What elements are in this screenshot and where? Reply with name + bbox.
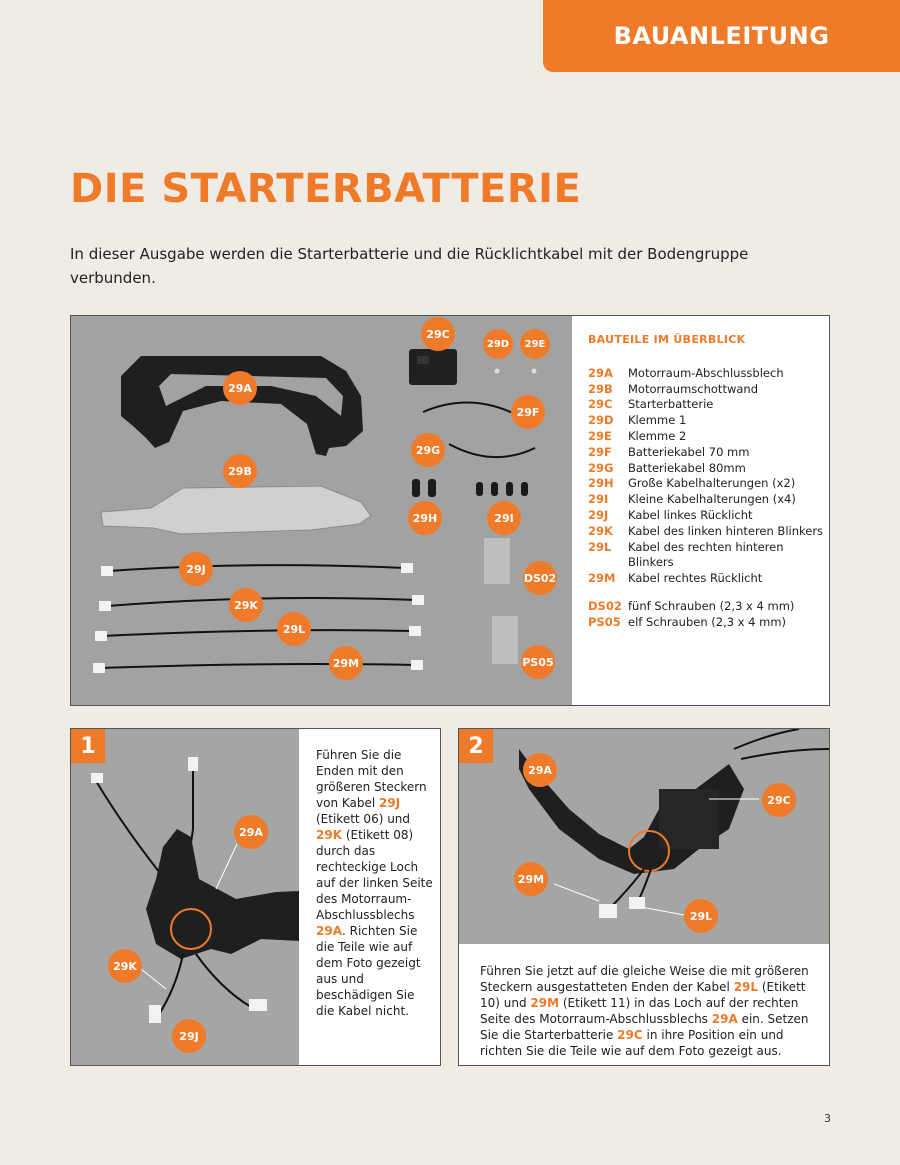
part-description: Kabel linkes Rücklicht — [628, 507, 753, 522]
section-tab: BAUANLEITUNG — [543, 0, 900, 72]
part-description: Kabel des rechten hinteren Blinkers — [628, 539, 784, 570]
badge-29h: 29H — [408, 501, 442, 535]
part-29b-bracket — [101, 486, 371, 534]
badge-29e: 29E — [520, 329, 550, 359]
step-2-photo — [459, 729, 829, 944]
intro-text: In dieser Ausgabe werden die Starterbatterie und die Rücklichtkabel mit der Bodengruppe verbunden. — [70, 245, 749, 287]
part-description: Große Kabelhalterungen (x2) — [628, 476, 796, 491]
part-description: Batteriekabel 70 mm — [628, 444, 750, 459]
parts-row — [588, 508, 824, 524]
step-1-text — [316, 747, 436, 1019]
part-code: 29M — [588, 571, 616, 586]
part-code: 29I — [588, 492, 609, 507]
part-29g-cable — [449, 444, 535, 457]
part-29f-cable — [423, 402, 515, 414]
badge-ds02: DS02 — [523, 561, 557, 595]
step-1-badge-29a: 29A — [234, 815, 268, 849]
part-description: fünf Schrauben (2,3 x 4 mm) — [628, 598, 795, 613]
badge-29m: 29M — [329, 646, 363, 680]
parts-row — [588, 571, 824, 587]
parts-row — [588, 540, 824, 572]
part-code: 29G — [588, 460, 614, 475]
part-code: DS02 — [588, 598, 622, 613]
parts-items — [588, 366, 824, 587]
part-code: 29D — [588, 413, 614, 428]
part-code: 29A — [588, 365, 613, 380]
instruction-text: . Richten Sie die Teile wie auf dem Foto gezeigt aus und beschädigen Sie die Kabel nicht. — [316, 924, 421, 1018]
badge-29f: 29F — [511, 395, 545, 429]
step-1-photo — [71, 729, 299, 1065]
part-code: 29E — [588, 428, 612, 443]
part-code: 29C — [588, 397, 613, 412]
screw-items — [588, 599, 824, 631]
parts-row — [588, 461, 824, 477]
parts-row — [588, 397, 824, 413]
instruction-text: in ihre Position ein und richten Sie die Teile wie auf dem Foto gezeigt aus. — [480, 1028, 784, 1058]
parts-photo — [71, 316, 572, 705]
badge-29i: 29I — [487, 501, 521, 535]
part-reference: 29A — [316, 924, 342, 938]
part-description: Starterbatterie — [628, 397, 714, 412]
step-1-badge-29j: 29J — [172, 1019, 206, 1053]
parts-row — [588, 366, 824, 382]
step-2-text — [480, 963, 820, 1059]
parts-row — [588, 413, 824, 429]
parts-heading: BAUTEILE IM ÜBERBLICK — [588, 333, 746, 346]
step-1-frame — [146, 829, 299, 959]
parts-row — [588, 382, 824, 398]
parts-row — [588, 599, 824, 615]
part-reference: 29A — [711, 1012, 738, 1026]
badge-29d: 29D — [483, 329, 513, 359]
part-code: PS05 — [588, 614, 621, 629]
instruction-text: Führen Sie die Enden mit den größeren Steckern von Kabel — [316, 748, 427, 810]
step-1-badge-29k: 29K — [108, 949, 142, 983]
part-description: Motorraum-Abschlussblech — [628, 365, 784, 380]
parts-row — [588, 615, 824, 631]
part-description: Klemme 2 — [628, 428, 687, 443]
part-code: 29B — [588, 381, 613, 396]
instruction-text: (Etikett 10) und — [480, 980, 806, 1010]
step-2-badge-29m: 29M — [514, 862, 548, 896]
part-description: Motorraumschottwand — [628, 381, 758, 396]
step-1-number: 1 — [71, 729, 105, 763]
parts-row — [588, 476, 824, 492]
parts-row — [588, 429, 824, 445]
part-29c-battery — [409, 349, 457, 385]
badge-29c: 29C — [421, 317, 455, 351]
step-2-badge-29l: 29L — [684, 899, 718, 933]
step-2-number: 2 — [459, 729, 493, 763]
parts-list — [588, 332, 824, 631]
part-description: elf Schrauben (2,3 x 4 mm) — [628, 614, 787, 629]
parts-row — [588, 445, 824, 461]
part-code: 29H — [588, 476, 614, 491]
part-code: 29K — [588, 523, 613, 538]
instruction-text: ein. Setzen Sie die Starterbatterie — [480, 1012, 809, 1042]
instruction-text: Führen Sie jetzt auf die gleiche Weise die mit größeren Steckern ausgestatteten Enden der Kabel — [480, 964, 809, 994]
badge-29l: 29L — [277, 612, 311, 646]
part-reference: 29J — [379, 796, 401, 810]
step-2-badge-29c: 29C — [762, 783, 796, 817]
step-2-badge-29a: 29A — [523, 753, 557, 787]
part-code: 29L — [588, 539, 612, 554]
part-reference: 29M — [530, 996, 560, 1010]
parts-row — [588, 492, 824, 508]
badge-29g: 29G — [411, 433, 445, 467]
page-title: DIE STARTERBATTERIE — [70, 166, 582, 212]
part-description: Batteriekabel 80mm — [628, 460, 746, 475]
part-description: Klemme 1 — [628, 413, 687, 428]
badge-29a: 29A — [223, 371, 257, 405]
step-1-box — [70, 728, 441, 1066]
part-description: Kabel rechtes Rücklicht — [628, 571, 763, 586]
part-reference: 29C — [617, 1028, 643, 1042]
instruction-text: (Etikett 06) und — [316, 812, 411, 826]
instruction-text: (Etikett 08) durch das rechteckige Loch auf der linken Seite des Motorraum-Abschlussblechs — [316, 828, 433, 922]
part-description: Kleine Kabelhalterungen (x4) — [628, 492, 796, 507]
part-reference: 29K — [316, 828, 342, 842]
badge-29b: 29B — [223, 454, 257, 488]
instruction-text: (Etikett 11) in das Loch auf der rechten Seite des Motorraum-Abschlussblechs — [480, 996, 799, 1026]
part-code: 29J — [588, 507, 609, 522]
parts-overview-box — [70, 315, 830, 706]
part-code: 29F — [588, 444, 612, 459]
step-2-box — [458, 728, 830, 1066]
parts-row — [588, 524, 824, 540]
badge-29k: 29K — [229, 588, 263, 622]
page-number: 3 — [824, 1112, 831, 1125]
badge-29j: 29J — [179, 552, 213, 586]
part-description: Kabel des linken hinteren Blinkers — [628, 523, 824, 538]
part-reference: 29L — [733, 980, 759, 994]
badge-ps05: PS05 — [521, 645, 555, 679]
